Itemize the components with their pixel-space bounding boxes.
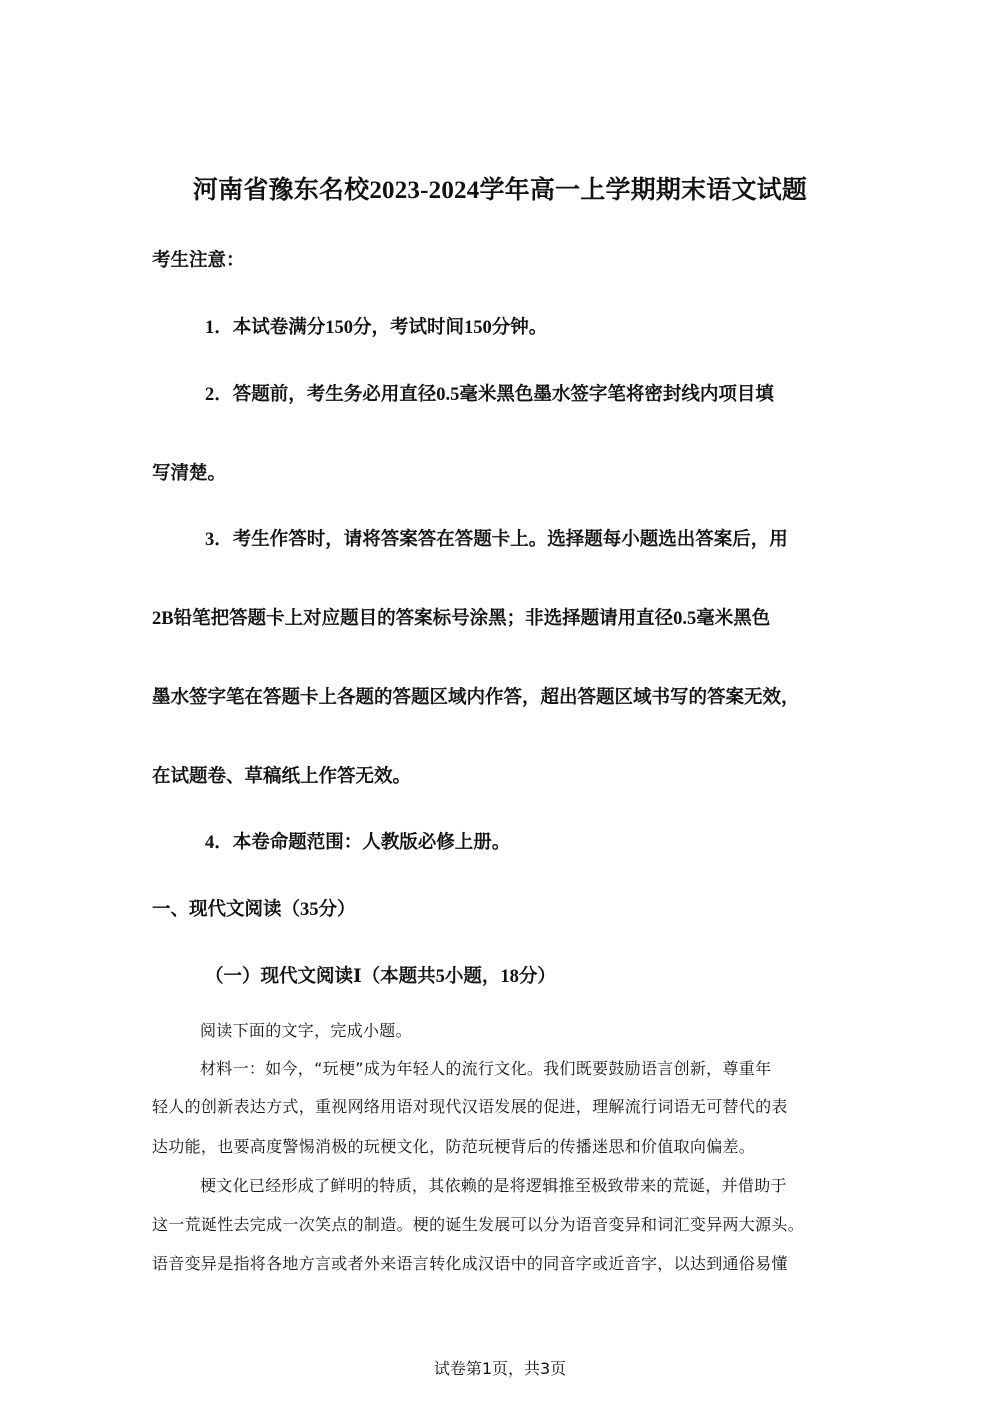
paragraph-line-5: 梗文化已经形成了鲜明的特质，其依赖的是将逻辑推至极致带来的荒诞，并借助于 xyxy=(200,1176,787,1195)
paragraph-line-7: 语音变异是指将各地方言或者外来语言转化成汉语中的同音字或近音字，以达到通俗易懂 xyxy=(152,1254,788,1273)
notice-line-4: 3．考生作答时，请将答案答在答题卡上。选择题每小题选出答案后，用 xyxy=(205,530,788,550)
paragraph-line-4: 达功能，也要高度警惕消极的玩梗文化，防范玩梗背后的传播迷思和价值取向偏差。 xyxy=(152,1137,756,1156)
notice-line-1: 1．本试卷满分150分，考试时间150分钟。 xyxy=(205,318,548,338)
paragraph-line-2: 材料一：如今，“玩梗”成为年轻人的流行文化。我们既要鼓励语言创新，尊重年 xyxy=(200,1059,772,1078)
notice-line-8: 4．本卷命题范围：人教版必修上册。 xyxy=(205,833,511,853)
paragraph-line-6: 这一荒诞性去完成一次笑点的制造。梗的诞生发展可以分为语音变异和词汇变异两大源头。 xyxy=(152,1215,805,1234)
page-footer: 试卷第1页，共3页 xyxy=(433,1359,567,1378)
paragraph-line-3: 轻人的创新表达方式，重视网络用语对现代汉语发展的促进，理解流行词语无可替代的表 xyxy=(152,1097,788,1116)
notice-line-2: 2．答题前，考生务必用直径0.5毫米黑色墨水签字笔将密封线内项目填 xyxy=(205,385,774,405)
notice-line-3: 写清楚。 xyxy=(152,464,227,484)
subsection-heading: （一）现代文阅读Ⅰ（本题共5小题，18分） xyxy=(205,967,556,987)
notice-heading: 考生注意： xyxy=(152,251,245,271)
notice-line-6: 墨水签字笔在答题卡上各题的答题区域内作答，超出答题区域书写的答案无效， xyxy=(152,688,800,708)
paragraph-line-1: 阅读下面的文字，完成小题。 xyxy=(200,1021,412,1040)
section-heading: 一、现代文阅读（35分） xyxy=(152,900,356,920)
notice-line-5: 2B铅笔把答题卡上对应题目的答案标号涂黑；非选择题请用直径0.5毫米黑色 xyxy=(152,609,771,629)
document-title: 河南省豫东名校2023-2024学年高一上学期期末语文试题 xyxy=(192,177,808,204)
notice-line-7: 在试题卷、草稿纸上作答无效。 xyxy=(152,767,412,787)
